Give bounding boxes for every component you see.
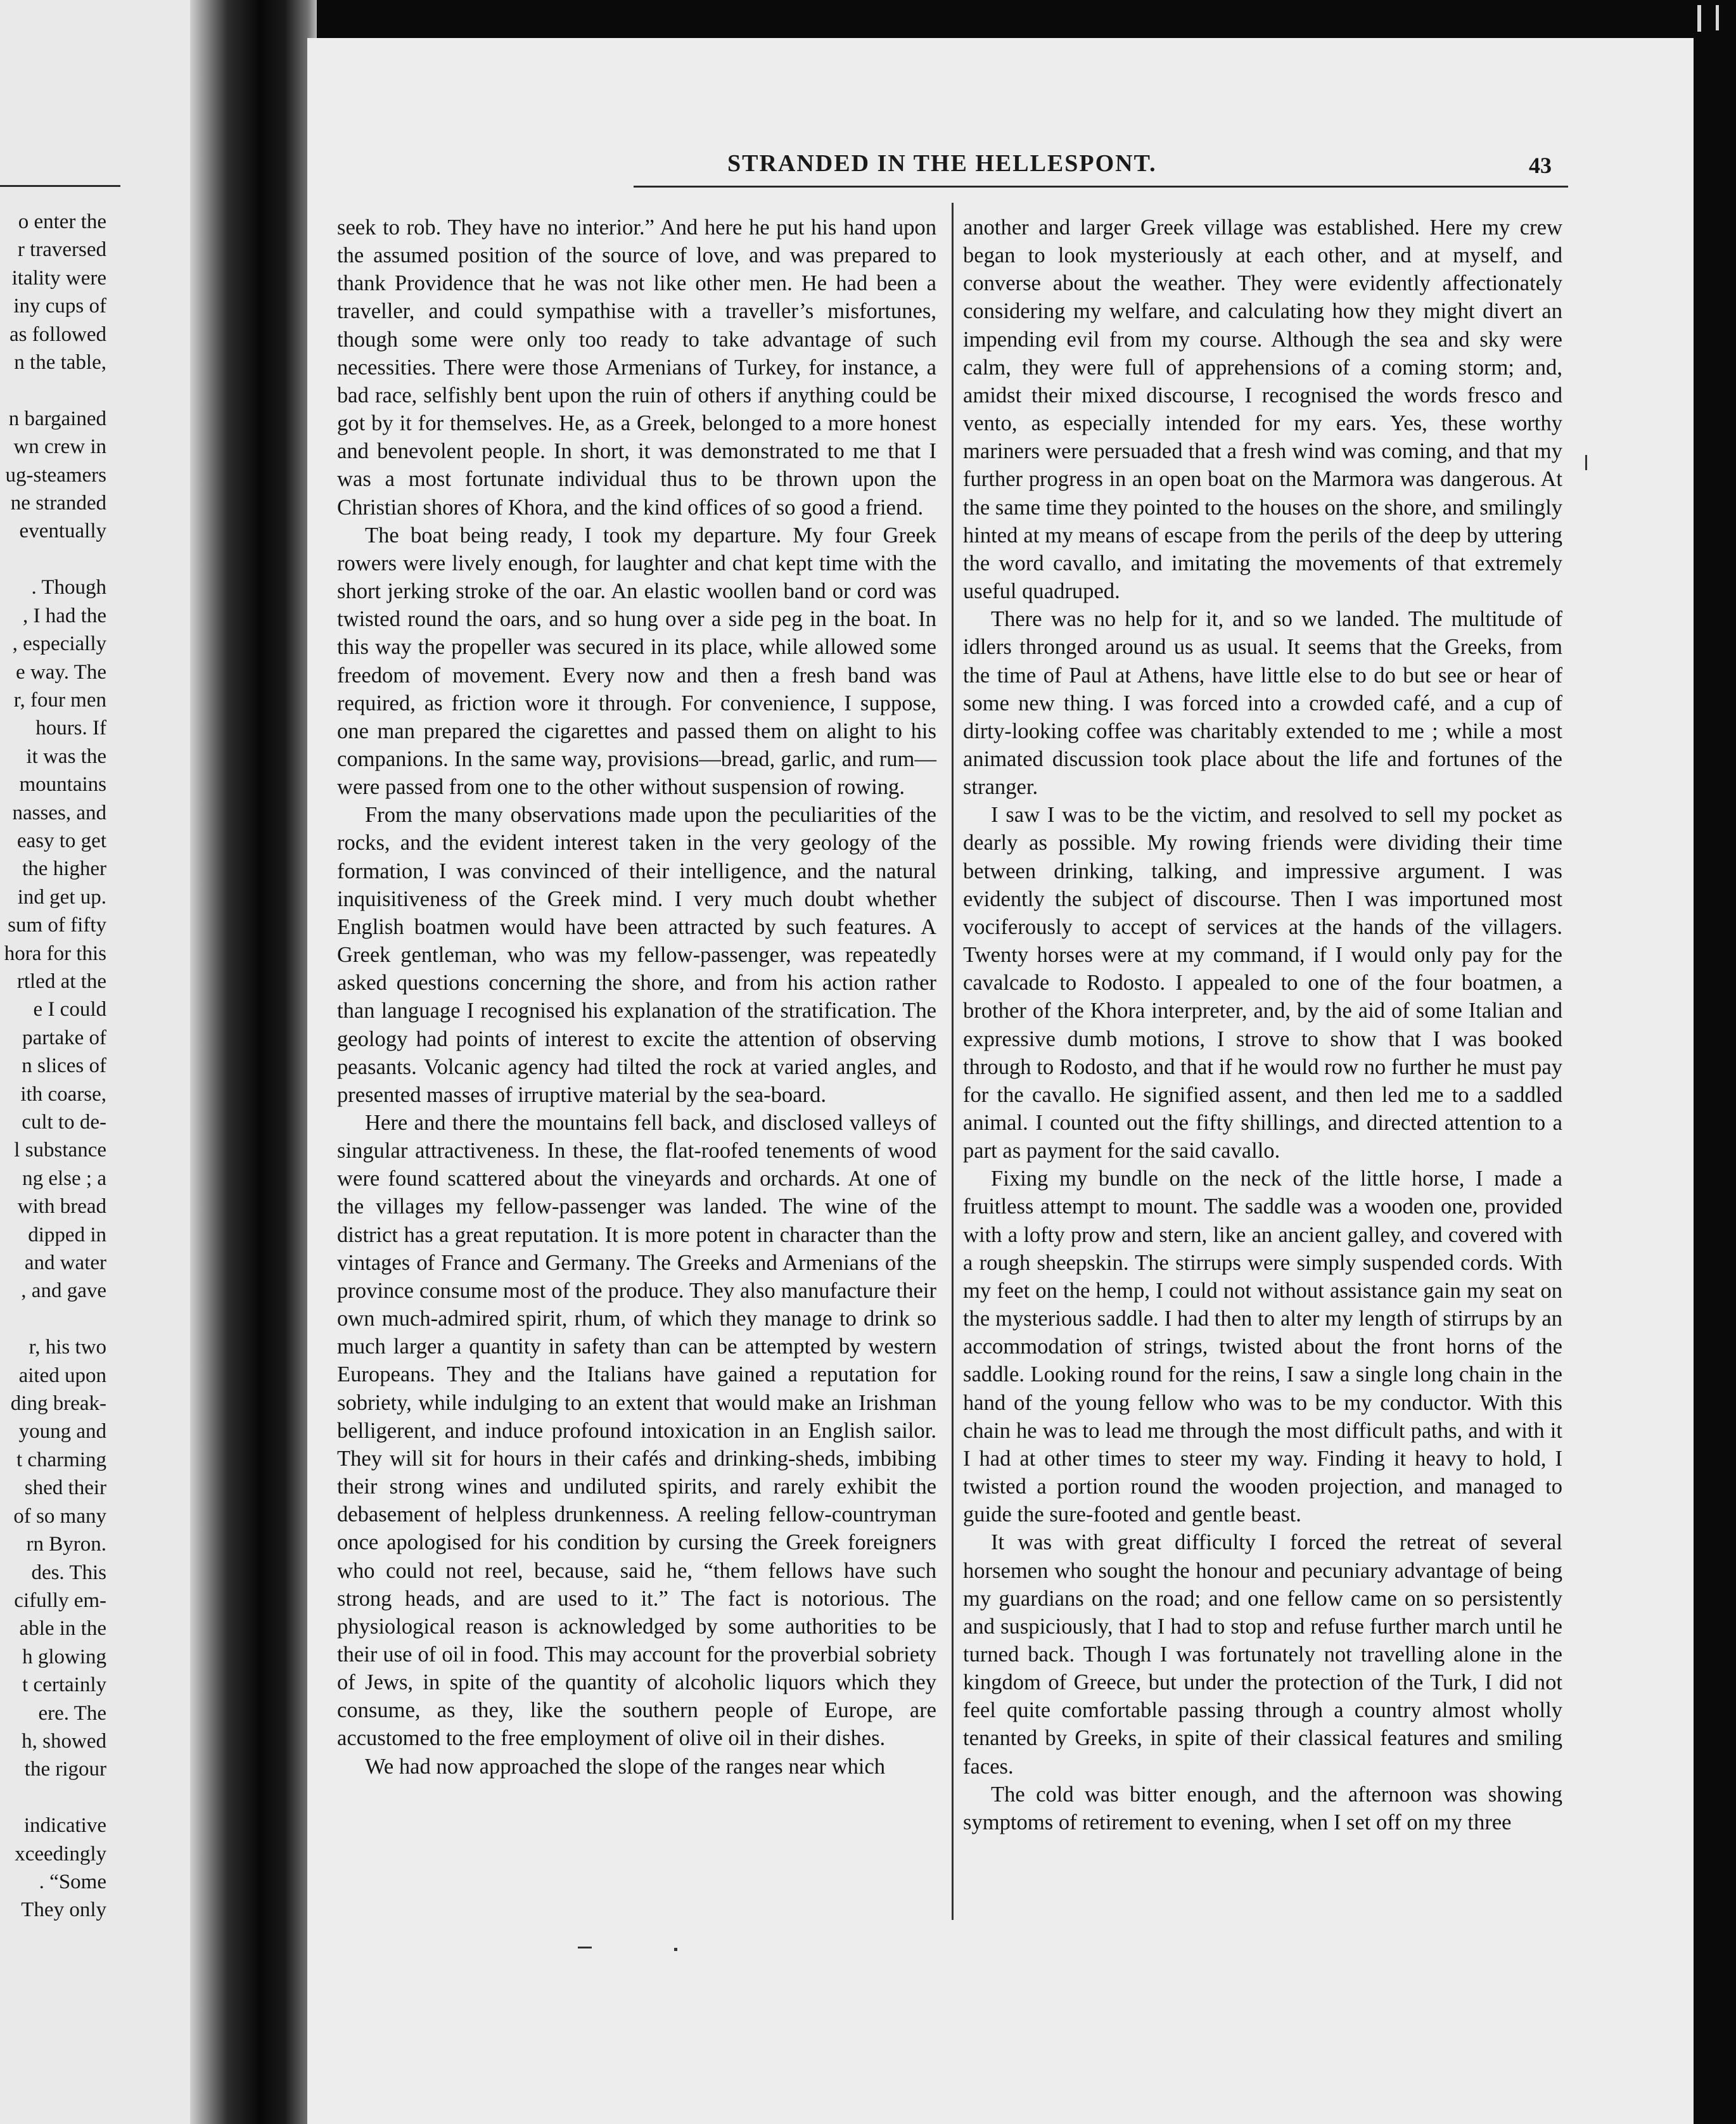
left-page-line: h glowing	[22, 1645, 106, 1668]
left-page-line: n the table,	[14, 351, 106, 374]
left-page-line: of so many	[13, 1504, 106, 1528]
left-page-line: ere. The	[38, 1701, 106, 1725]
ink-speck	[674, 1948, 677, 1951]
left-page-line: t certainly	[22, 1673, 106, 1697]
left-page-line: rn Byron.	[26, 1533, 106, 1556]
left-page-line: e way. The	[16, 660, 106, 684]
text-column-right	[963, 214, 1562, 1836]
left-page-line	[0, 546, 106, 573]
left-page-line: and water	[24, 1251, 106, 1275]
left-page-line: iny cups of	[13, 295, 106, 318]
left-page-line: hours. If	[35, 717, 106, 740]
left-page-line: mountains	[19, 773, 106, 796]
ink-speck	[578, 1947, 592, 1948]
left-page-line: o enter the	[18, 210, 106, 233]
left-page-line: . Though	[31, 576, 106, 599]
left-page-line: t charming	[16, 1448, 106, 1471]
left-page-line: des. This	[31, 1561, 106, 1584]
left-page-line: ding break-	[10, 1392, 106, 1416]
left-page-line: shed their	[24, 1476, 106, 1500]
left-page-line: dipped in	[28, 1223, 106, 1246]
left-page-line: l substance	[14, 1139, 106, 1162]
left-page-line: cult to de-	[22, 1111, 106, 1134]
left-page-line: sum of fifty	[8, 914, 106, 937]
left-page-text-fragments	[0, 208, 106, 1924]
paragraph: another and larger Greek village was established. Here my crew began to look mysteriously at each other, and at myself, and converse about the weather. They were evidently affectionately considering my welfare, and calculating how they might divert an impending evil from my course. Although the sea and sky were calm, they were full of apprehensions of a coming storm; and, amidst their mixed discourse, I recognised the words fresco and vento, as especially intended for my ears. Yes, these worthy mariners were persuaded that a fresh wind was coming, and that my further progress in an open boat on the Marmora was dangerous. At the same time they pointed to the houses on the shore, and smilingly hinted at my means of escape from the perils of the deep by uttering the word cavallo, and imitating the movements of that extremely useful quadruped.	[963, 215, 1562, 604]
left-page-line: wn crew in	[13, 435, 106, 459]
left-page-line: the higher	[22, 857, 106, 881]
left-page-line: r, his two	[29, 1336, 106, 1359]
paragraph: It was with great difficulty I forced the retreat of several horsemen who sought the honour and pecuniary advantage of being my guardians on the road; and one fellow came on so persistently and suspiciously, that I had to stop and refuse further march until he turned back. Though I was fortunately not travelling alone in the kingdom of Greece, but under the protection of the Turk, I did not feel quite comfortable passing through a country almost wholly tenanted by Greeks, in spite of their classical features and smiling faces.	[963, 1530, 1562, 1779]
book-gutter-shadow	[190, 0, 317, 2124]
left-page-line: ng else ; a	[22, 1167, 106, 1190]
left-page-line: indicative	[23, 1814, 106, 1838]
paragraph: From the many observations made upon the peculiarities of the rocks, and the evident interest taken in the very geology of the formation, I was convinced of their intelligence, and the natural inquisitiveness of the Greek mind. I very much doubt whether English boatmen would have been attracted by such features. A Greek gentleman, who was my fellow-passenger, was repeatedly asked questions concerning the shore, and from his action rather than language I recognised his explanation of the stratification. The geology had points of interest to excite the attention of observing peasants. Volcanic agency had tilted the rock at varied angles, and presented masses of irruptive material by the sea-board.	[337, 803, 936, 1107]
left-page-line: n bargained	[8, 407, 106, 430]
paragraph: We had now approached the slope of the ranges near which	[365, 1754, 886, 1779]
left-page-line: , especially	[12, 632, 106, 656]
paragraph: seek to rob. They have no interior.” And here he put his hand upon the assumed position of the source of love, and was prepared to thank Providence that he was not like other men. He had been a traveller, and could sympathise with a traveller’s misfortunes, though some were only too ready to take advantage of such necessities. There were those Armenians of Turkey, for instance, a bad race, selfishly bent upon the ruin of others if anything could be got by it for themselves. He, as a Greek, belonged to a more honest and benevolent people. In short, it was demonstrated to me that I was a most fortunate individual thus to be thrown upon the Christian shores of Khora, and the kind offices of so good a friend.	[337, 215, 936, 520]
page-edge-mark	[1716, 5, 1719, 30]
column-divider	[952, 203, 954, 1920]
left-page-line: xceedingly	[15, 1842, 106, 1865]
left-page-line: ind get up.	[17, 885, 106, 909]
left-page-line: hora for this	[4, 942, 106, 965]
left-page-line: able in the	[19, 1617, 106, 1641]
left-page-line: They only	[21, 1898, 106, 1922]
left-page-line: . “Some	[39, 1870, 106, 1893]
left-page-line	[0, 1305, 106, 1333]
left-page-line: with bread	[17, 1195, 106, 1219]
paragraph: The boat being ready, I took my departure. My four Greek rowers were lively enough, for laughter and chat kept time with the short jerking stroke of the oar. An elastic woollen band or cord was twisted round the oars, and so hung over a side peg in the boat. In this way the propeller was secured in its place, while allowed some freedom of movement. Every now and then a fresh band was required, as friction wore it through. For convenience, I suppose, one man prepared the cigarettes and passed them on alight to his companions. In the same way, provisions—bread, garlic, and rum—were passed from one to the other without suspension of rowing.	[337, 523, 936, 800]
left-page-line: easy to get	[16, 829, 106, 852]
left-header-rule	[0, 185, 120, 187]
left-page-line: eventually	[19, 520, 106, 543]
left-page-line: as followed	[9, 323, 106, 346]
left-page-line: cifully em-	[14, 1589, 106, 1612]
left-page-edge	[0, 0, 190, 2124]
left-page-line: young and	[18, 1420, 106, 1443]
left-page-line: the rigour	[24, 1758, 106, 1781]
left-page-line: ug-steamers	[5, 463, 106, 487]
paragraph: Fixing my bundle on the neck of the little horse, I made a fruitless attempt to mount. The saddle was a wooden one, provided with a lofty prow and stern, like an ancient galley, and covered with a rough sheepskin. The stirrups were simply suspended cords. With my feet on the hemp, I could not without assistance gain my seat on the mysterious saddle. I had then to alter my length of stirrups by an accommodation of strings, twisted about the front horns of the saddle. Looking round for the reins, I saw a single long chain in the hand of the young fellow who was to be my conductor. With this chain he was to lead me through the most difficult paths, and with it I had at other times to steer my way. Finding it heavy to hold, I twisted a portion round the wooden projection, and managed to guide the sure-footed and gentle beast.	[963, 1167, 1562, 1527]
page-number: 43	[1529, 153, 1552, 178]
paragraph: The cold was bitter enough, and the afternoon was showing symptoms of retirement to evening, when I set off on my three	[963, 1782, 1562, 1834]
left-page-line	[0, 1784, 106, 1812]
left-page-line: partake of	[22, 1026, 106, 1049]
text-column-left	[337, 214, 936, 1781]
left-page-line: e I could	[33, 998, 106, 1021]
left-page-line: n slices of	[22, 1054, 106, 1078]
left-page-line: itality were	[11, 266, 106, 290]
left-page-line: , and gave	[21, 1279, 106, 1303]
left-page-line: it was the	[26, 745, 106, 768]
left-page-line: r, four men	[13, 688, 106, 712]
left-page-line	[0, 376, 106, 404]
left-page-line: h, showed	[22, 1729, 106, 1753]
left-page-line: , I had the	[23, 604, 106, 627]
left-page-line: ne stranded	[10, 492, 106, 515]
left-page-line: rtled at the	[16, 969, 106, 993]
left-page-line: nasses, and	[12, 801, 106, 824]
left-page-line: aited upon	[18, 1364, 106, 1387]
page-edge-mark	[1697, 5, 1701, 32]
paragraph: I saw I was to be the victim, and resolved to sell my pocket as dearly as possible. My rowing friends were dividing their time between drinking, talking, and impressive argument. I was evidently the subject of discourse. Then I was importuned most vociferously to accept of services at the hands of the villagers. Twenty horses were at my command, if I would only pay for the cavalcade to Rodosto. I appealed to one of the four boatmen, a brother of the Khora interpreter, and, by the aid of some Italian and expressive dumb motions, I strove to show that I was booked through to Rodosto, and that if he would row no further he must pay for the cavallo. He signified assent, and then led me to a saddled animal. I counted out the fifty shillings, and directed attention to a part as payment for the said cavallo.	[963, 803, 1562, 1163]
paragraph: There was no help for it, and so we landed. The multitude of idlers thronged around us as usual. It seems that the Greeks, from the time of Paul at Athens, have little else to do but see or hear of some new thing. I was forced into a crowded café, and a cup of dirty-looking coffee was charitably extended to me ; while a most animated discussion took place about the life and fortunes of the stranger.	[963, 607, 1562, 800]
running-title: STRANDED IN THE HELLESPONT.	[727, 150, 1157, 177]
left-page-line: r traversed	[17, 238, 106, 262]
header-rule	[634, 186, 1568, 188]
left-page-line: ith coarse,	[20, 1082, 106, 1106]
margin-mark	[1585, 455, 1587, 470]
paragraph: Here and there the mountains fell back, and disclosed valleys of singular attractiveness. In these, the flat-roofed tenements of wood were found scattered about the vineyards and orchards. At one of the villages my fellow-passenger was landed. The wine of the district has a great reputation. It is more potent in character than the vintages of France and Germany. The Greeks and Armenians of the province consume most of the produce. They also manufacture their own much-admired spirit, rhum, of which they manage to drink so much larger a quantity in safety than can be attempted by western Europeans. They and the Italians have gained a reputation for sobriety, while indulging to an extent that would make an Irishman belligerent, and induce profound intoxication in an English sailor. They will sit for hours in their cafés and drinking-sheds, imbibing their strong wines and undiluted spirits, and rarely exhibit the debasement of helpless drunkenness. A reeling fellow-countryman once apologised for his condition by cursing the Greek foreigners who could not reel, because, said he, “them fellows have such strong heads, and are used to it.” The fact is notorious. The physiological reason is acknowledged by some authorities to be their use of oil in food. This may account for the proverbial sobriety of Jews, in spite of the quantity of alcoholic liquors which they consume, as they, like the southern people of Europe, are accustomed to the free employment of olive oil in their dishes.	[337, 1111, 936, 1751]
